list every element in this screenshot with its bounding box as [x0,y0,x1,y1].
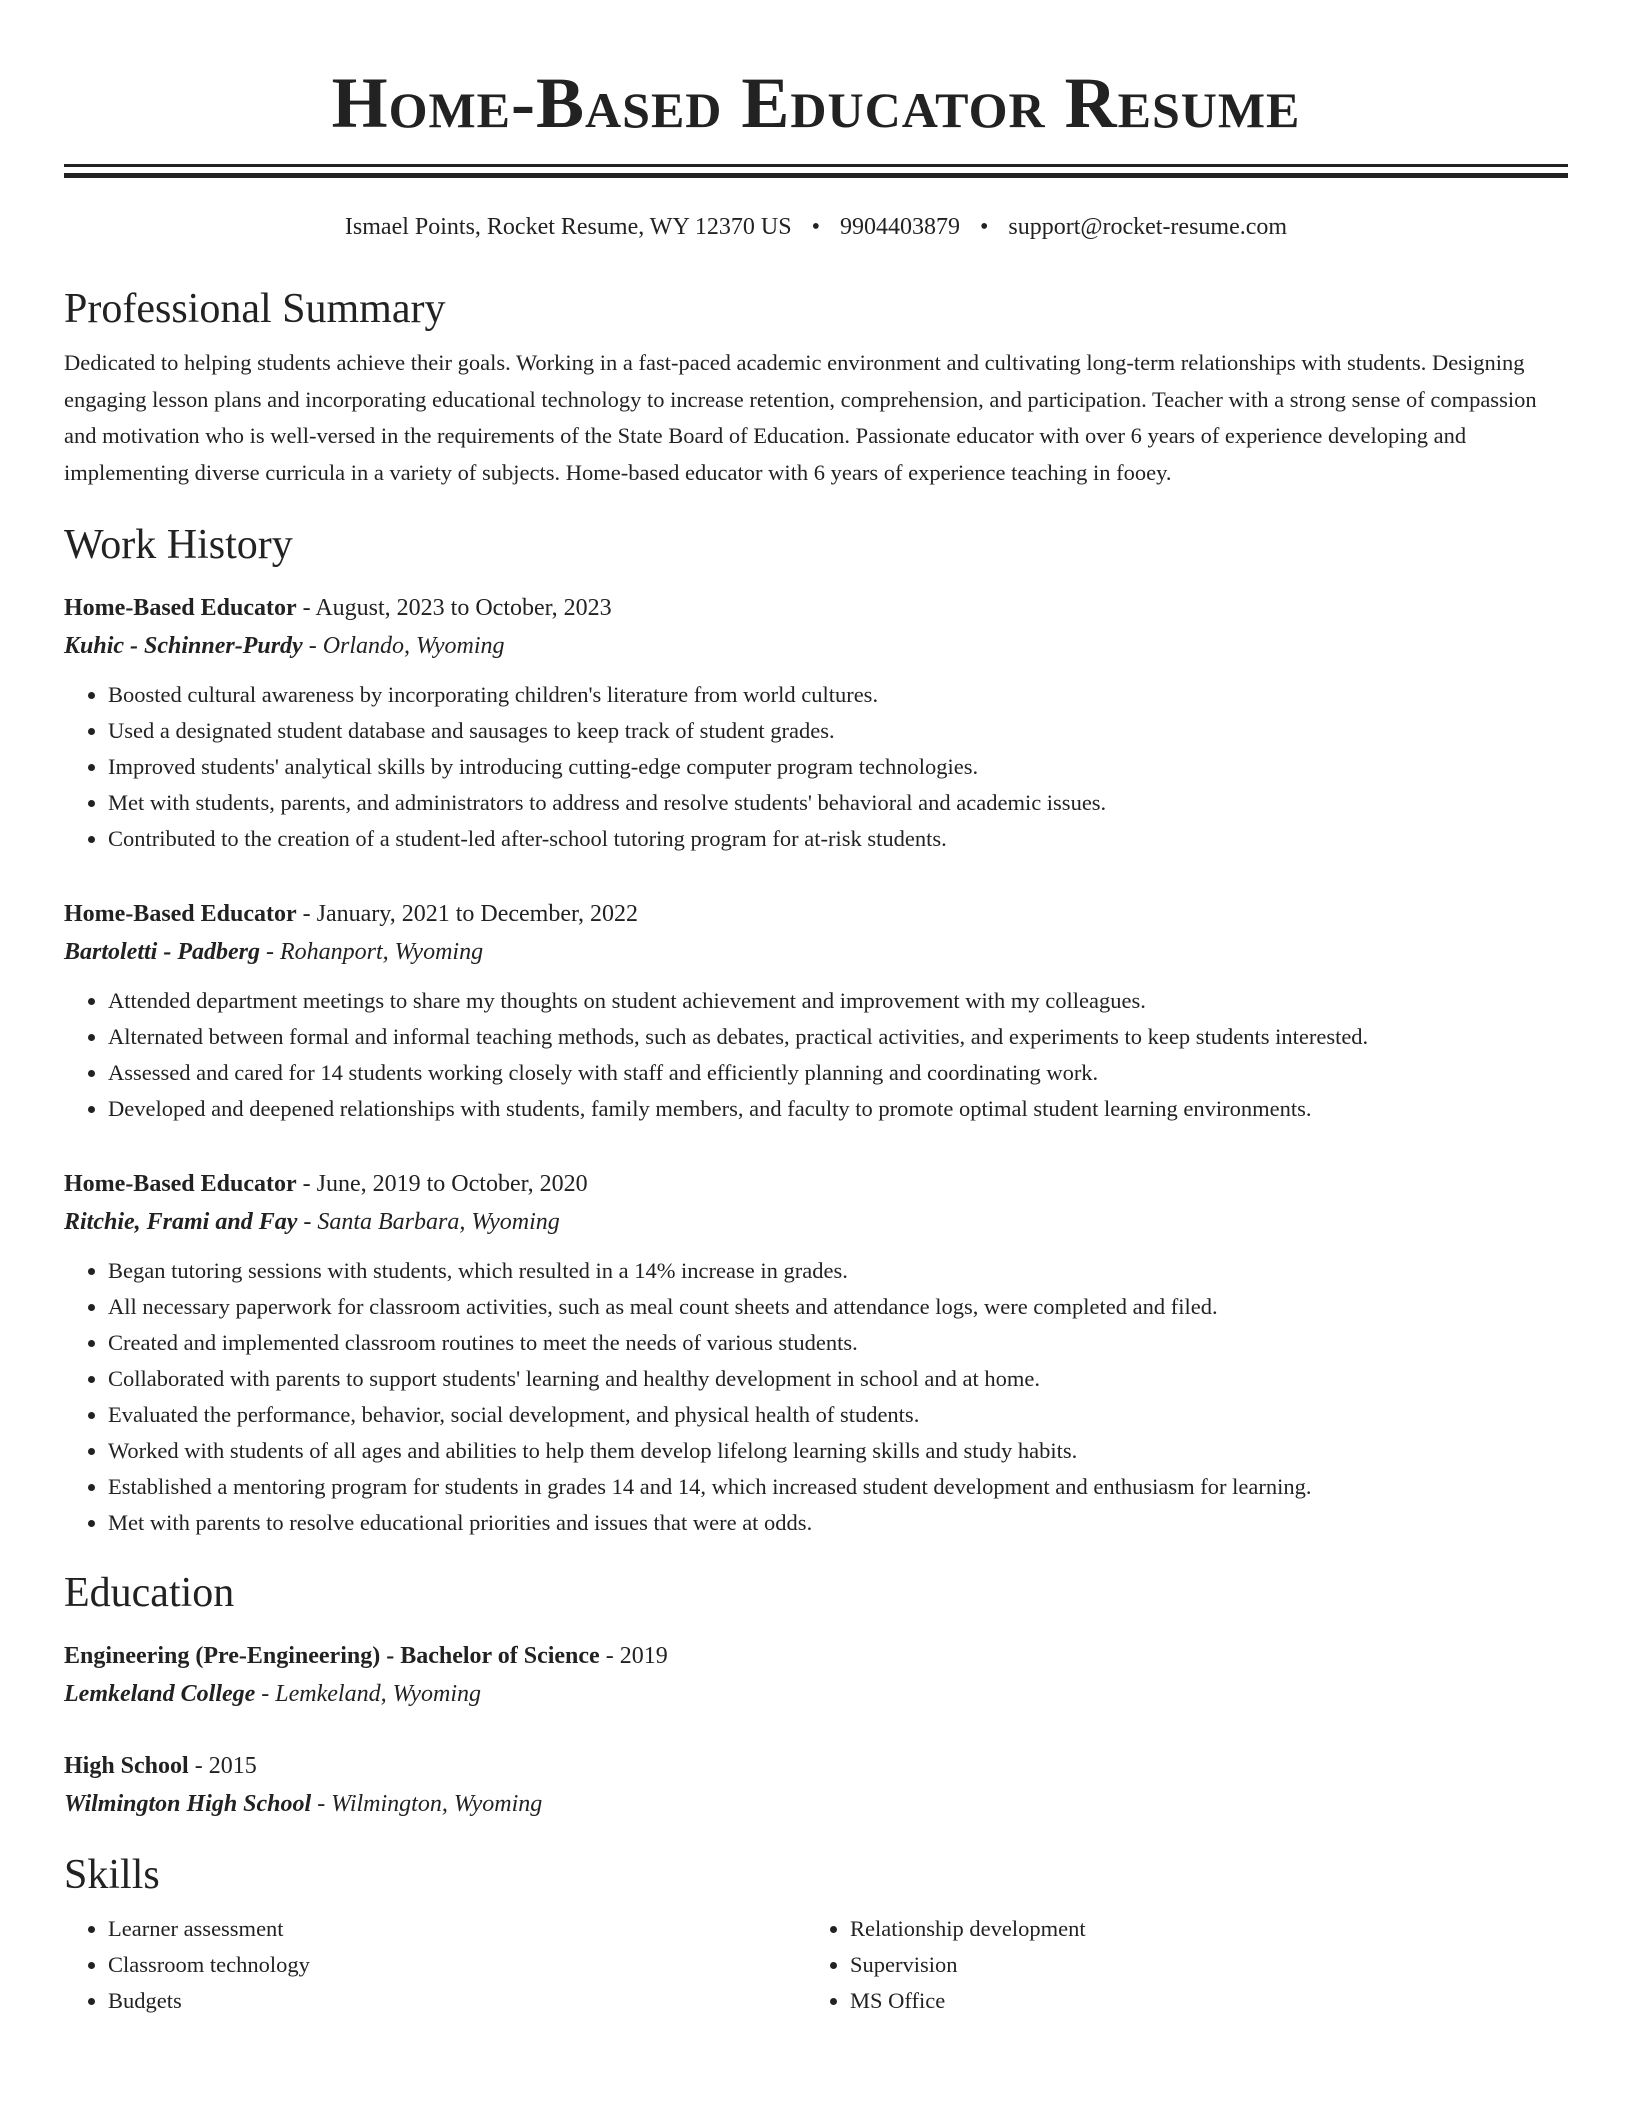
skills-bullets [64,1911,806,2019]
job-company-line [64,1203,1568,1241]
job-dates: - June, 2019 to October, 2020 [296,1171,588,1197]
education-school: Lemkeland College [64,1681,256,1707]
job-bullet: • Collaborated with parents to support students' learning and healthy development in school and at home. [108,1361,1568,1397]
work-history-heading: Work History [64,522,293,568]
job-company-line [64,933,1568,971]
skills-bullets [806,1911,1548,2019]
job-bullets [64,983,1568,1127]
education-degree: Engineering (Pre-Engineering) - Bachelor of Science [64,1643,600,1669]
skill-item: • Budgets [108,1983,806,2019]
summary-text: Dedicated to helping students achieve their goals. Working in a fast-paced academic environment and cultivating long-term relationships with students. Designing engaging lesson plans and incorporating educational technology to increase retention, comprehension, and participation. Teacher with a strong sense of compassion and motivation who is well-versed in the requirements of the State Board of Education. Passionate educator with over 6 years of experience developing and implementing diverse curricula in a variety of subjects. Home-based educator with 6 years of experience teaching in fooey. [64,350,1537,485]
title-divider-thin [64,164,1568,167]
job-entry [64,589,1568,857]
contact-separator: • [811,214,820,240]
education-school: Wilmington High School [64,1791,312,1817]
contact-email: support@rocket-resume.com [1008,214,1288,240]
skill-item: • Learner assessment [108,1911,806,1947]
job-location: - Rohanport, Wyoming [259,939,484,965]
contact-line [64,211,1568,243]
job-bullet: • Used a designated student database and sausages to keep track of student grades. [108,713,1568,749]
job-bullet: • Attended department meetings to share my thoughts on student achievement and improvement with my colleagues. [108,983,1568,1019]
job-bullet: • Met with parents to resolve educational priorities and issues that were at odds. [108,1505,1568,1541]
job-title: Home-Based Educator [64,901,297,927]
education-school-line [64,1675,1568,1713]
job-company: Bartoletti - Padberg [64,939,260,965]
job-bullet: • Boosted cultural awareness by incorporating children's literature from world cultures. [108,677,1568,713]
education-year: - 2015 [188,1753,257,1779]
job-bullets [64,1253,1568,1541]
job-entry [64,1165,1568,1541]
job-bullet: • Alternated between formal and informal teaching methods, such as debates, practical activities, and experiments to keep students interested. [108,1019,1568,1055]
job-title-line [64,895,1568,933]
job-company-line [64,627,1568,665]
summary-heading: Professional Summary [64,286,446,332]
education-degree-line [64,1637,1568,1675]
skills-heading: Skills [64,1852,160,1898]
job-bullet: • Met with students, parents, and administrators to address and resolve students' behavioral and academic issues. [108,785,1568,821]
job-title: Home-Based Educator [64,595,297,621]
job-bullet: • Improved students' analytical skills by introducing cutting-edge computer program technologies. [108,749,1568,785]
job-dates: - January, 2021 to December, 2022 [296,901,639,927]
contact-separator: • [979,214,989,240]
education-heading: Education [64,1570,235,1616]
job-bullet: • Evaluated the performance, behavior, social development, and physical health of students. [108,1397,1568,1433]
skill-item: • Supervision [850,1947,1548,1983]
education-entry [64,1747,1568,1823]
job-title: Home-Based Educator [64,1171,297,1197]
job-bullet: • All necessary paperwork for classroom activities, such as meal count sheets and attendance logs, were completed and filed. [108,1289,1568,1325]
skills-list [64,1911,1568,2019]
skills-column-right [806,1911,1548,2019]
job-bullet: • Contributed to the creation of a student-led after-school tutoring program for at-risk students. [108,821,1568,857]
contact-phone: 9904403879 [839,214,960,240]
job-location: - Orlando, Wyoming [302,633,505,659]
title-divider-thick [64,173,1568,178]
job-entry [64,895,1568,1127]
education-degree-line [64,1747,1568,1785]
job-title-line [64,1165,1568,1203]
skill-item: • MS Office [850,1983,1548,2019]
education-location: - Lemkeland, Wyoming [255,1681,482,1707]
job-bullet: • Developed and deepened relationships with students, family members, and faculty to promote optimal student learning environments. [108,1091,1568,1127]
job-company: Ritchie, Frami and Fay [64,1209,298,1235]
job-title-line [64,589,1568,627]
contact-address: Ismael Points, Rocket Resume, WY 12370 US [344,214,792,240]
job-bullets [64,677,1568,857]
job-bullet: • Established a mentoring program for students in grades 14 and 14, which increased student development and enthusiasm for learning. [108,1469,1568,1505]
education-year: - 2019 [599,1643,668,1669]
resume-title: Home-Based Educator Resume [331,63,1301,143]
education-entry [64,1637,1568,1713]
job-bullet: • Assessed and cared for 14 students working closely with staff and efficiently planning and coordinating work. [108,1055,1568,1091]
skill-item: • Classroom technology [108,1947,806,1983]
job-company: Kuhic - Schinner-Purdy [64,633,303,659]
skills-column-left [64,1911,806,2019]
education-school-line [64,1785,1568,1823]
job-bullet: • Created and implemented classroom routines to meet the needs of various students. [108,1325,1568,1361]
skill-item: • Relationship development [850,1911,1548,1947]
education-degree: High School [64,1753,189,1779]
job-bullet: • Began tutoring sessions with students, which resulted in a 14% increase in grades. [108,1253,1568,1289]
job-location: - Santa Barbara, Wyoming [297,1209,560,1235]
job-dates: - August, 2023 to October, 2023 [296,595,612,621]
education-location: - Wilmington, Wyoming [311,1791,543,1817]
job-bullet: • Worked with students of all ages and abilities to help them develop lifelong learning skills and study habits. [108,1433,1568,1469]
